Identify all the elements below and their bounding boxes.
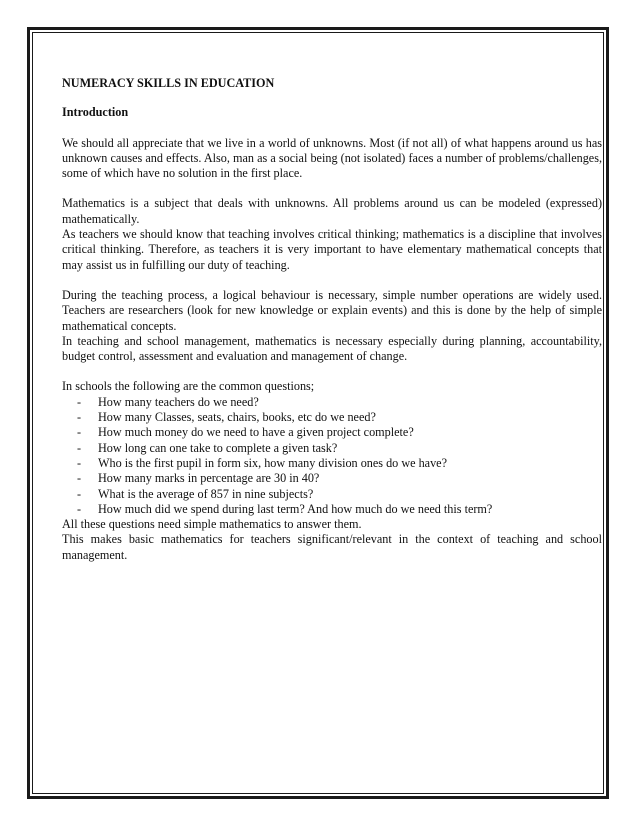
paragraph-teaching-process: During the teaching process, a logical behaviour is necessary, simple number operations are widely used. Teachers are researchers (look for new knowledge or explain events) and this is done by the help of simple mathematical concepts. (62, 287, 602, 333)
bullet-dash: - (77, 410, 82, 425)
document-title: NUMERACY SKILLS IN EDUCATION (62, 76, 275, 90)
bullet-dash: - (77, 501, 82, 516)
questions-list (62, 395, 602, 517)
list-item: - How many teachers do we need? (77, 394, 259, 409)
bullet-dash: - (77, 425, 82, 440)
paragraph-closing-significance: This makes basic mathematics for teachers significant/relevant in the context of teaching and school management. (62, 532, 602, 562)
paragraph-closing-simple-mathematics: All these questions need simple mathematics to answer them. (62, 517, 362, 532)
bullet-dash: - (77, 471, 82, 486)
list-item: - Who is the first pupil in form six, how many division ones do we have? (77, 455, 447, 470)
paragraph-unknowns: We should all appreciate that we live in a world of unknowns. Most (if not all) of what happens around us has unknown causes and effects. Also, man as a social being (not isolated) faces a number of problems/challenges, some of which have no solution in the first place. (62, 135, 602, 181)
bullet-dash: - (77, 394, 82, 409)
list-item: - How many Classes, seats, chairs, books, etc do we need? (77, 410, 376, 425)
bullet-dash: - (77, 440, 82, 455)
list-item: - How long can one take to complete a given task? (77, 440, 338, 455)
paragraph-common-questions-intro: In schools the following are the common questions; (62, 379, 315, 394)
list-item: - How much money do we need to have a given project complete? (77, 425, 414, 440)
paragraph-school-management: In teaching and school management, mathematics is necessary especially during planning, accountability, budget control, assessment and evaluation and management of change. (62, 333, 602, 364)
list-item: - How many marks in percentage are 30 in 40? (77, 471, 320, 486)
paragraph-mathematics-subject: Mathematics is a subject that deals with unknowns. All problems around us can be modeled (expressed) mathematically. (62, 196, 602, 226)
bullet-dash: - (77, 486, 82, 501)
section-heading-introduction: Introduction (62, 105, 129, 120)
paragraph-teachers-critical-thinking: As teachers we should know that teaching involves critical thinking; mathematics is a discipline that involves critical thinking. Therefore, as teachers it is very important to have elementary mathematical concepts that may assist us in fulfilling our duty of teaching. (62, 227, 602, 272)
list-item: - How much did we spend during last term? And how much do we need this term? (77, 501, 493, 516)
bullet-dash: - (77, 455, 82, 470)
list-item: - What is the average of 857 in nine subjects? (77, 486, 314, 501)
document-body (62, 76, 602, 563)
